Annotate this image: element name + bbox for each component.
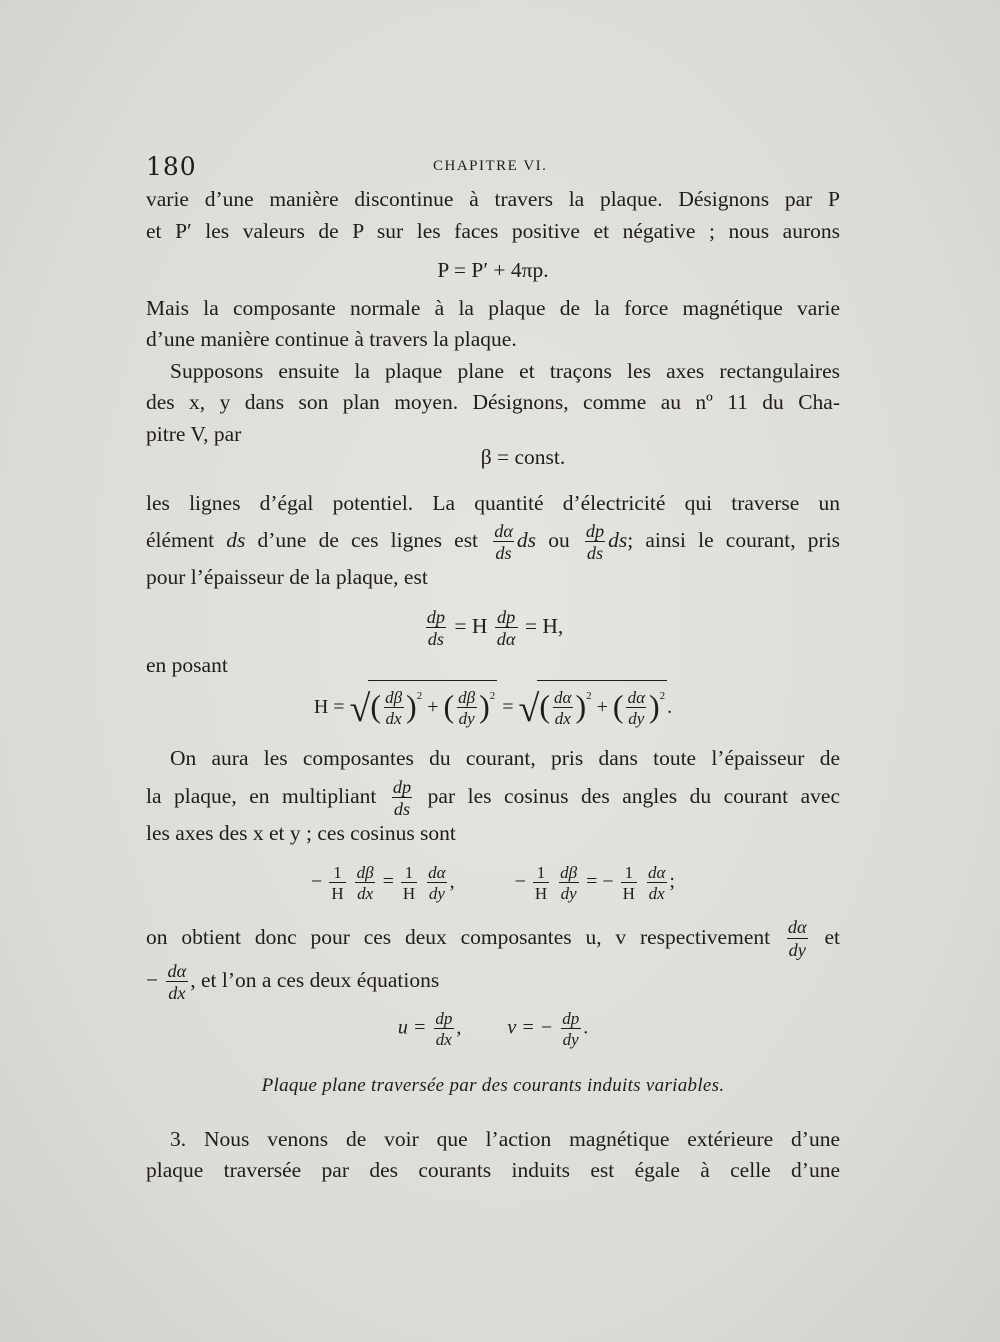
equation-beta [146,442,840,474]
text-span: + [427,695,439,718]
fraction-numerator: dα [554,688,572,708]
text-span: , et l’on a ces deux équations [190,968,440,992]
fraction-denominator: dy [788,939,806,960]
text-span: = H, [524,614,564,639]
text-span: − [602,870,614,893]
page-body [146,184,840,1187]
fraction [329,864,345,902]
fraction-denominator: dy [458,709,475,729]
text-span: = H [454,614,488,639]
text-span: on obtient donc pour ces deux composantes u, v respectivement [146,924,771,949]
fraction-denominator: ds [427,629,444,650]
paragraph [146,743,840,849]
exponent: 2 [489,689,496,702]
fraction-numerator: dβ [356,862,374,882]
text-line: les lignes d’égal potentiel. La quantité d’électricité qui traverse un [146,490,840,515]
text-line: On aura les composantes du courant, pris dans toute l’épaisseur de [170,746,840,771]
fraction [383,689,404,727]
fraction-numerator: dα [647,862,666,882]
text-line [146,916,840,959]
text-span: ; [669,870,675,893]
text-span: ; ainsi le courant, pris [627,528,841,552]
fraction-numerator: 1 [404,862,414,882]
text-line: plaque traversée par des courants induits est égale à celle d’une [146,1158,840,1183]
text-span: ds [608,528,628,552]
fraction-denominator: dx [554,709,571,729]
equation-cosines [146,864,840,902]
text-span: , [449,870,455,893]
text-span: d’une de ces lignes est [257,528,479,552]
fraction [533,864,549,902]
page-header [146,150,840,184]
text-line: en posant [146,653,228,678]
fraction [558,864,579,902]
fraction-numerator: dβ [560,862,578,882]
fraction-denominator: H [402,883,416,903]
paragraph [146,356,840,451]
exponent: 2 [586,689,592,702]
fraction-denominator: H [622,883,635,903]
radical-sign: √ [349,687,371,730]
fraction-numerator: 1 [333,862,342,882]
text-span: et [824,924,841,949]
fraction-numerator: dβ [458,688,476,708]
text-span: v = − [507,1016,554,1039]
fraction-numerator: 1 [536,862,546,882]
fraction-denominator: ds [393,798,411,819]
fraction [626,689,647,727]
equation-current [146,608,840,649]
fraction-numerator: dα [494,520,513,541]
fraction-numerator: dα [627,688,646,708]
page-number: 180 [146,152,197,181]
fraction-denominator: dx [357,883,374,903]
fraction-numerator: 1 [624,862,634,882]
fraction-denominator: ds [586,543,604,564]
fraction [166,962,189,1003]
fraction-numerator: dp [392,776,412,797]
text-line: Mais la composante normale à la plaque de la force magnétique varie [146,295,840,320]
fraction-denominator: H [534,883,548,903]
paragraph [146,650,840,682]
text-span: H = [313,695,345,718]
fraction [492,522,515,563]
exponent: 2 [659,689,666,702]
fraction-denominator: H [331,883,344,903]
fraction [621,864,637,902]
paragraph [146,184,840,247]
text-span: la plaque, en multipliant [146,783,377,808]
text-line [146,775,840,818]
text-span: − [311,870,323,893]
fraction-denominator: dy [562,1030,579,1050]
fraction-denominator: ds [495,543,512,564]
text-line: d’une manière continue à travers la plaque. [146,327,517,351]
radicand: ( $\frac{d\beta}{dx}$ )$^2$ + ( $\frac{d\beta}{dy}$ )$^2$ [368,680,497,727]
text-span: u = [397,1016,427,1039]
radicand: ( $\frac{d\alpha}{dx}$ )$^2$ + ( $\frac{d\alpha}{dy}$ )$^2$ [537,680,667,727]
text-span: , [456,1016,462,1039]
equation-text: P = P′ + 4πp. [437,258,549,282]
text-span: par les cosinus des angles du courant avec [427,783,840,808]
fraction [391,778,413,819]
fraction-numerator: dp [562,1009,580,1029]
text-line [146,959,840,1002]
text-line [146,519,840,562]
fraction-denominator: dx [168,983,186,1004]
text-span: . [667,695,673,718]
text-line: pitre V, par [146,421,242,446]
fraction-denominator: dα [496,629,516,650]
text-span: − [146,968,159,992]
text-line: les axes des x et y ; ces cosinus sont [146,821,456,846]
fraction [456,689,477,727]
paragraph [146,293,840,356]
equation-text: β = const. [480,445,566,469]
equation-H [146,680,840,730]
equation-p [146,255,840,287]
fraction-numerator: dα [428,862,446,882]
text-span: − [514,870,526,893]
text-span: ds [516,528,537,552]
fraction [560,1010,581,1048]
paragraph [146,1124,840,1187]
text-span: = [502,695,514,718]
fraction-denominator: dy [628,709,645,729]
running-title: CHAPITRE VI. [433,158,548,174]
radical-sign: √ [518,687,540,730]
fraction-denominator: dx [385,709,402,729]
exponent: 2 [416,689,423,702]
text-span: ds [226,528,246,552]
fraction [425,608,447,649]
fraction [786,918,809,959]
fraction-denominator: dy [428,883,445,903]
fraction [426,864,447,902]
text-line: et P′ les valeurs de P sur les faces positive et négative ; nous aurons [146,218,840,243]
fraction-numerator: dα [787,917,807,938]
text-line: Supposons ensuite la plaque plane et traçons les axes rectangulaires [170,358,840,383]
paragraph [146,488,840,594]
fraction-numerator: dα [167,960,187,981]
text-line: pour l’épaisseur de la plaque, est [146,565,428,590]
fraction-numerator: dβ [385,688,403,708]
text-line: des x, y dans son plan moyen. Désignons, comme au nº 11 du Cha- [146,390,840,414]
text-line: 3. Nous venons de voir que l’action magnétique extérieure d’une [170,1126,840,1151]
text-span: = [586,870,598,893]
text-span: ou [548,528,570,552]
fraction-numerator: dp [497,606,516,627]
fraction-denominator: dy [560,883,577,903]
fraction [433,1010,454,1048]
paragraph [146,916,840,1003]
fraction [552,689,573,727]
fraction-numerator: dp [435,1009,453,1029]
text-span: = [382,870,394,893]
text-span: élément [146,528,215,552]
fraction [584,522,606,563]
text-span: . [583,1016,589,1039]
fraction-denominator: dx [648,883,665,903]
fraction [401,864,417,902]
text-line: varie d’une manière discontinue à travers la plaque. Désignons par P [146,187,840,211]
fraction [646,864,667,902]
fraction-numerator: dp [585,520,605,541]
fraction [495,608,518,649]
fraction-denominator: dx [435,1030,452,1050]
section-heading: Plaque plane traversée par des courants induits variables. [261,1075,725,1097]
text-span: + [596,695,608,718]
fraction [355,864,376,902]
equation-uv [146,1010,840,1048]
fraction-numerator: dp [426,606,445,627]
